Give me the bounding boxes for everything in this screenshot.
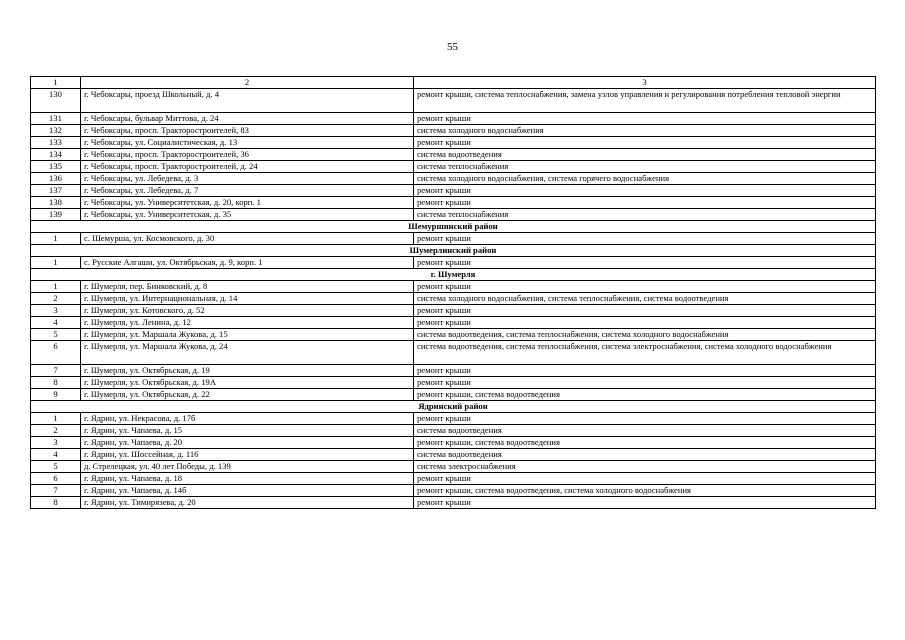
row-address: г. Чебоксары, ул. Социалистическая, д. 13 bbox=[81, 137, 414, 149]
table-header-row bbox=[31, 77, 876, 89]
row-number: 139 bbox=[31, 209, 81, 221]
table-row bbox=[31, 161, 876, 173]
row-works: ремонт крыши bbox=[414, 305, 876, 317]
row-number: 1 bbox=[31, 413, 81, 425]
row-address: г. Чебоксары, ул. Университетская, д. 20, корп. 1 bbox=[81, 197, 414, 209]
table-row bbox=[31, 137, 876, 149]
row-works: ремонт крыши bbox=[414, 281, 876, 293]
row-number: 5 bbox=[31, 461, 81, 473]
row-works: система водоотведения bbox=[414, 425, 876, 437]
row-works: ремонт крыши bbox=[414, 377, 876, 389]
row-address: г. Шумерля, пер. Бинковский, д. 8 bbox=[81, 281, 414, 293]
table-row bbox=[31, 413, 876, 425]
row-address: г. Шумерля, ул. Интернациональная, д. 14 bbox=[81, 293, 414, 305]
column-header-works: 3 bbox=[414, 77, 876, 89]
section-title: Шемуршинский район bbox=[31, 221, 876, 233]
table-row bbox=[31, 185, 876, 197]
table-row bbox=[31, 329, 876, 341]
row-number: 8 bbox=[31, 497, 81, 509]
row-address: г. Чебоксары, просп. Тракторостроителей, 36 bbox=[81, 149, 414, 161]
row-address: г. Шумерля, ул. Октябрьская, д. 19 bbox=[81, 365, 414, 377]
table-row bbox=[31, 197, 876, 209]
row-works: ремонт крыши, система теплоснабжения, замена узлов управления и регулирования потребления тепловой энергии bbox=[414, 89, 876, 113]
row-works: система водоотведения bbox=[414, 449, 876, 461]
table-row bbox=[31, 173, 876, 185]
table-row bbox=[31, 485, 876, 497]
row-address: г. Чебоксары, ул. Лебедева, д. 3 bbox=[81, 173, 414, 185]
section-title: Ядринский район bbox=[31, 401, 876, 413]
row-number: 4 bbox=[31, 317, 81, 329]
row-address: г. Ядрин, ул. Некрасова, д. 17б bbox=[81, 413, 414, 425]
row-address: г. Чебоксары, ул. Университетская, д. 35 bbox=[81, 209, 414, 221]
row-number: 3 bbox=[31, 305, 81, 317]
table-row bbox=[31, 473, 876, 485]
column-header-number: 1 bbox=[31, 77, 81, 89]
row-works: система водоотведения bbox=[414, 149, 876, 161]
row-number: 136 bbox=[31, 173, 81, 185]
table-row bbox=[31, 89, 876, 113]
row-address: г. Шумерля, ул. Маршала Жукова, д. 15 bbox=[81, 329, 414, 341]
row-works: ремонт крыши bbox=[414, 197, 876, 209]
row-works: ремонт крыши, система водоотведения, система холодного водоснабжения bbox=[414, 485, 876, 497]
row-number: 132 bbox=[31, 125, 81, 137]
row-address: д. Стрелецкая, ул. 40 лет Победы, д. 139 bbox=[81, 461, 414, 473]
table-row bbox=[31, 233, 876, 245]
row-number: 137 bbox=[31, 185, 81, 197]
row-works: ремонт крыши bbox=[414, 257, 876, 269]
section-title: г. Шумерля bbox=[31, 269, 876, 281]
row-address: г. Ядрин, ул. Чапаева, д. 18 bbox=[81, 473, 414, 485]
row-address: г. Шумерля, ул. Котовского, д. 52 bbox=[81, 305, 414, 317]
row-number: 1 bbox=[31, 257, 81, 269]
table-row bbox=[31, 449, 876, 461]
row-address: г. Ядрин, ул. Тимирязева, д. 20 bbox=[81, 497, 414, 509]
row-number: 134 bbox=[31, 149, 81, 161]
row-address: г. Чебоксары, проезд Школьный, д. 4 bbox=[81, 89, 414, 113]
table-row bbox=[31, 281, 876, 293]
row-works: система теплоснабжения bbox=[414, 161, 876, 173]
row-address: г. Шумерля, ул. Октябрьская, д. 19А bbox=[81, 377, 414, 389]
row-works: ремонт крыши bbox=[414, 137, 876, 149]
section-header-row bbox=[31, 269, 876, 281]
row-works: система водоотведения, система теплоснабжения, система холодного водоснабжения bbox=[414, 329, 876, 341]
table-row bbox=[31, 425, 876, 437]
table-row bbox=[31, 293, 876, 305]
row-address: г. Чебоксары, просп. Тракторостроителей, д. 24 bbox=[81, 161, 414, 173]
row-number: 4 bbox=[31, 449, 81, 461]
table-row bbox=[31, 149, 876, 161]
table-row bbox=[31, 377, 876, 389]
row-works: ремонт крыши bbox=[414, 317, 876, 329]
row-number: 133 bbox=[31, 137, 81, 149]
row-number: 6 bbox=[31, 341, 81, 365]
table-row bbox=[31, 209, 876, 221]
row-address: г. Ядрин, ул. Шоссейная, д. 116 bbox=[81, 449, 414, 461]
row-number: 7 bbox=[31, 485, 81, 497]
table-row bbox=[31, 497, 876, 509]
table-row bbox=[31, 317, 876, 329]
table-row bbox=[31, 341, 876, 365]
table-row bbox=[31, 125, 876, 137]
row-address: г. Шумерля, ул. Октябрьская, д. 22 bbox=[81, 389, 414, 401]
row-works: ремонт крыши bbox=[414, 113, 876, 125]
row-works: ремонт крыши bbox=[414, 473, 876, 485]
row-address: г. Шумерля, ул. Маршала Жукова, д. 24 bbox=[81, 341, 414, 365]
row-number: 1 bbox=[31, 233, 81, 245]
table-row bbox=[31, 461, 876, 473]
table-row bbox=[31, 389, 876, 401]
section-header-row bbox=[31, 221, 876, 233]
row-works: система электроснабжения bbox=[414, 461, 876, 473]
row-number: 6 bbox=[31, 473, 81, 485]
row-number: 131 bbox=[31, 113, 81, 125]
row-address: г. Чебоксары, ул. Лебедева, д. 7 bbox=[81, 185, 414, 197]
row-address: г. Ядрин, ул. Чапаева, д. 14б bbox=[81, 485, 414, 497]
row-works: ремонт крыши bbox=[414, 185, 876, 197]
row-works: ремонт крыши bbox=[414, 233, 876, 245]
row-address: г. Ядрин, ул. Чапаева, д. 20 bbox=[81, 437, 414, 449]
section-title: Шумерлинский район bbox=[31, 245, 876, 257]
row-works: ремонт крыши bbox=[414, 413, 876, 425]
row-number: 8 bbox=[31, 377, 81, 389]
row-address: с. Шемурша, ул. Космовского, д. 30 bbox=[81, 233, 414, 245]
row-works: ремонт крыши bbox=[414, 497, 876, 509]
section-header-row bbox=[31, 245, 876, 257]
row-number: 7 bbox=[31, 365, 81, 377]
row-works: система водоотведения, система теплоснабжения, система электроснабжения, система холодного водоснабжения bbox=[414, 341, 876, 365]
row-works: ремонт крыши bbox=[414, 365, 876, 377]
row-number: 2 bbox=[31, 425, 81, 437]
row-number: 3 bbox=[31, 437, 81, 449]
section-header-row bbox=[31, 401, 876, 413]
row-works: система холодного водоснабжения, система горячего водоснабжения bbox=[414, 173, 876, 185]
table-row bbox=[31, 365, 876, 377]
row-address: г. Чебоксары, бульвар Миттова, д. 24 bbox=[81, 113, 414, 125]
row-number: 5 bbox=[31, 329, 81, 341]
row-address: с. Русские Алгаши, ул. Октябрьская, д. 9, корп. 1 bbox=[81, 257, 414, 269]
row-number: 2 bbox=[31, 293, 81, 305]
row-number: 135 bbox=[31, 161, 81, 173]
row-number: 9 bbox=[31, 389, 81, 401]
row-works: ремонт крыши, система водоотведения bbox=[414, 389, 876, 401]
row-works: система холодного водоснабжения bbox=[414, 125, 876, 137]
table-row bbox=[31, 113, 876, 125]
table-row bbox=[31, 257, 876, 269]
table-row bbox=[31, 305, 876, 317]
row-works: система холодного водоснабжения, система теплоснабжения, система водоотведения bbox=[414, 293, 876, 305]
row-works: ремонт крыши, система водоотведения bbox=[414, 437, 876, 449]
row-address: г. Шумерля, ул. Ленина, д. 12 bbox=[81, 317, 414, 329]
page-number: 55 bbox=[447, 41, 458, 53]
row-number: 130 bbox=[31, 89, 81, 113]
column-header-address: 2 bbox=[81, 77, 414, 89]
row-works: система теплоснабжения bbox=[414, 209, 876, 221]
row-number: 138 bbox=[31, 197, 81, 209]
row-address: г. Чебоксары, просп. Тракторостроителей, 83 bbox=[81, 125, 414, 137]
repair-program-table bbox=[30, 76, 876, 509]
row-number: 1 bbox=[31, 281, 81, 293]
row-address: г. Ядрин, ул. Чапаева, д. 15 bbox=[81, 425, 414, 437]
table-row bbox=[31, 437, 876, 449]
